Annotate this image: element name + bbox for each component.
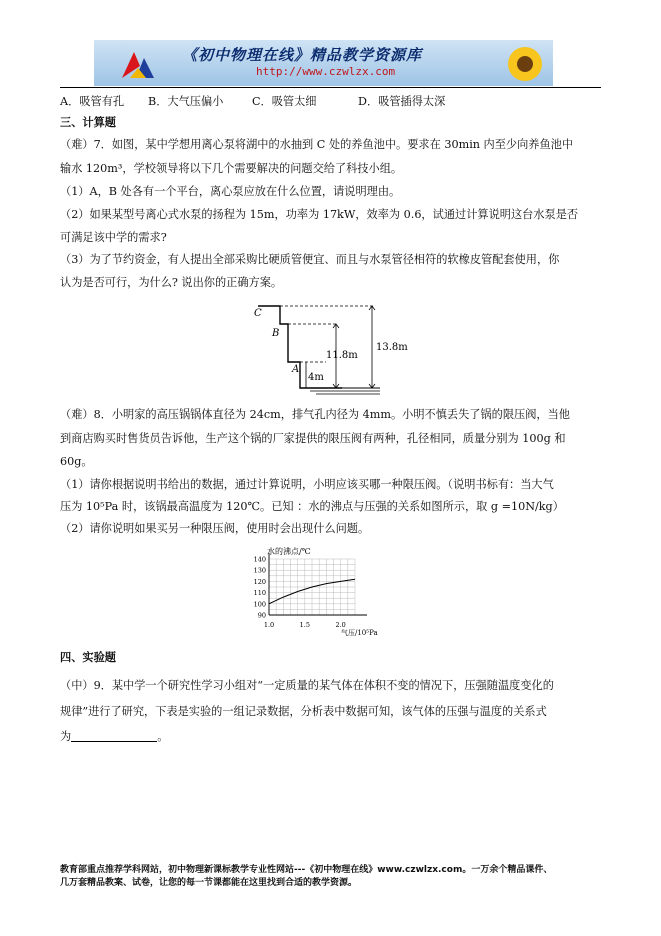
x-tick-label: 1.5 [299, 621, 311, 629]
q7-sub-1: （1）A，B 处各有一个平台，离心泵应放在什么位置，请说明理由。 [60, 185, 401, 198]
chart-x-label: 气压/10⁵Pa [341, 629, 378, 637]
q7-sub-3b: 认为是否可行，为什么? 说出你的正确方案。 [60, 276, 283, 289]
x-tick-label: 1.0 [263, 621, 275, 629]
y-tick-label: 110 [253, 589, 266, 598]
dim-11-8m: 11.8m [326, 350, 358, 361]
section-4-title: 四、实验题 [60, 651, 116, 664]
y-tick-label: 90 [257, 611, 266, 620]
q7-sub-3a: （3）为了节约资金，有人提出全部采购比硬质管便宜、而且与水泵管径相符的软橡皮管配套使用，你 [60, 253, 560, 266]
header-banner [94, 40, 553, 86]
option-a: A．吸管有孔 [60, 95, 125, 108]
q6-options [60, 94, 601, 110]
q9-line-3-prefix: 为 [60, 730, 72, 743]
q8-line-3: 60g。 [60, 455, 93, 468]
q7-line-2: 输水 120m³，学校领导将以下几个需要解决的问题交给了科技小组。 [60, 162, 403, 175]
section-3-title: 三、计算题 [60, 116, 116, 129]
pump-terrain-figure [250, 296, 410, 398]
header-rule [60, 87, 601, 88]
option-d: D．吸管插得太深 [358, 95, 446, 108]
q9-line-3-end: 。 [157, 730, 169, 743]
q8-sub-2: （2）请你说明如果买另一种限压阀，使用时会出现什么问题。 [60, 522, 370, 535]
q8-sub-1b: 压为 10⁵Pa 时，该锅最高温度为 120℃。已知 ：水的沸点与压强的关系如图所示，取 g =10N/kg） [60, 500, 564, 513]
option-c: C．吸管太细 [252, 95, 317, 108]
q9-line-2: 规律”进行了研究，下表是实验的一组记录数据，分析表中数据可知，该气体的压强与温度的关系式 [60, 705, 547, 718]
x-tick-label: 2.0 [335, 621, 346, 629]
q9-line-3 [60, 729, 601, 745]
chart-axes [269, 553, 367, 615]
q7-sub-2a: （2）如果某型号离心式水泵的扬程为 15m，功率为 17kW，效率为 0.6，试通过计算说明这台水泵是否 [60, 208, 579, 221]
q8-line-2: 到商店购买时售货员告诉他，生产这个锅的厂家提供的限压阀有两种，孔径相同，质量分别为 100g 和 [60, 432, 566, 445]
boiling-point-chart [243, 545, 395, 641]
q7-sub-2b: 可满足该中学的需求? [60, 231, 167, 244]
footer-line-2: 几万套精品教案、试卷，让您的每一节课都能在这里找到合适的教学资源。 [60, 878, 358, 888]
banner-url[interactable]: http://www.czwlzx.com [256, 65, 396, 78]
page-footer [60, 864, 605, 890]
label-c: C [254, 308, 262, 319]
label-a: A [292, 364, 300, 375]
label-b: B [272, 328, 280, 339]
answer-blank[interactable] [71, 729, 157, 742]
q8-sub-1a: （1）请你根据说明书给出的数据，通过计算说明，小明应该买哪一种限压阀。（说明书标有：当大气 [60, 478, 554, 491]
y-tick-label: 140 [253, 555, 266, 564]
chart-y-label: 水的沸点/℃ [267, 547, 311, 556]
banner-title: 《初中物理在线》精品教学资源库 [182, 46, 423, 64]
option-b: B．大气压偏小 [148, 95, 224, 108]
y-tick-label: 130 [253, 566, 266, 575]
sunflower-icon [505, 44, 545, 84]
chart-ticks [254, 556, 346, 630]
logo-icon [120, 48, 156, 82]
y-tick-label: 120 [253, 577, 266, 586]
y-tick-label: 100 [253, 600, 266, 609]
q8-line-1: （难）8．小明家的高压锅锅体直径为 24cm，排气孔内径为 4mm。小明不慎丢失了锅的限压阀，当他 [60, 408, 570, 421]
q9-line-1: （中）9．某中学一个研究性学习小组对“一定质量的某气体在体积不变的情况下，压强随温度变化的 [60, 679, 554, 692]
dim-13-8m: 13.8m [376, 342, 408, 353]
footer-line-1: 教育部重点推荐学科网站，初中物理新课标教学专业性网站---《初中物理在线》www.czwlzx.com。一万余个精品课件、 [60, 865, 553, 875]
q7-line-1: （难）7．如图，某中学想用离心泵将湖中的水抽到 C 处的养鱼池中。要求在 30min 内至少向养鱼池中 [60, 138, 574, 151]
dim-4m: 4m [308, 372, 324, 383]
